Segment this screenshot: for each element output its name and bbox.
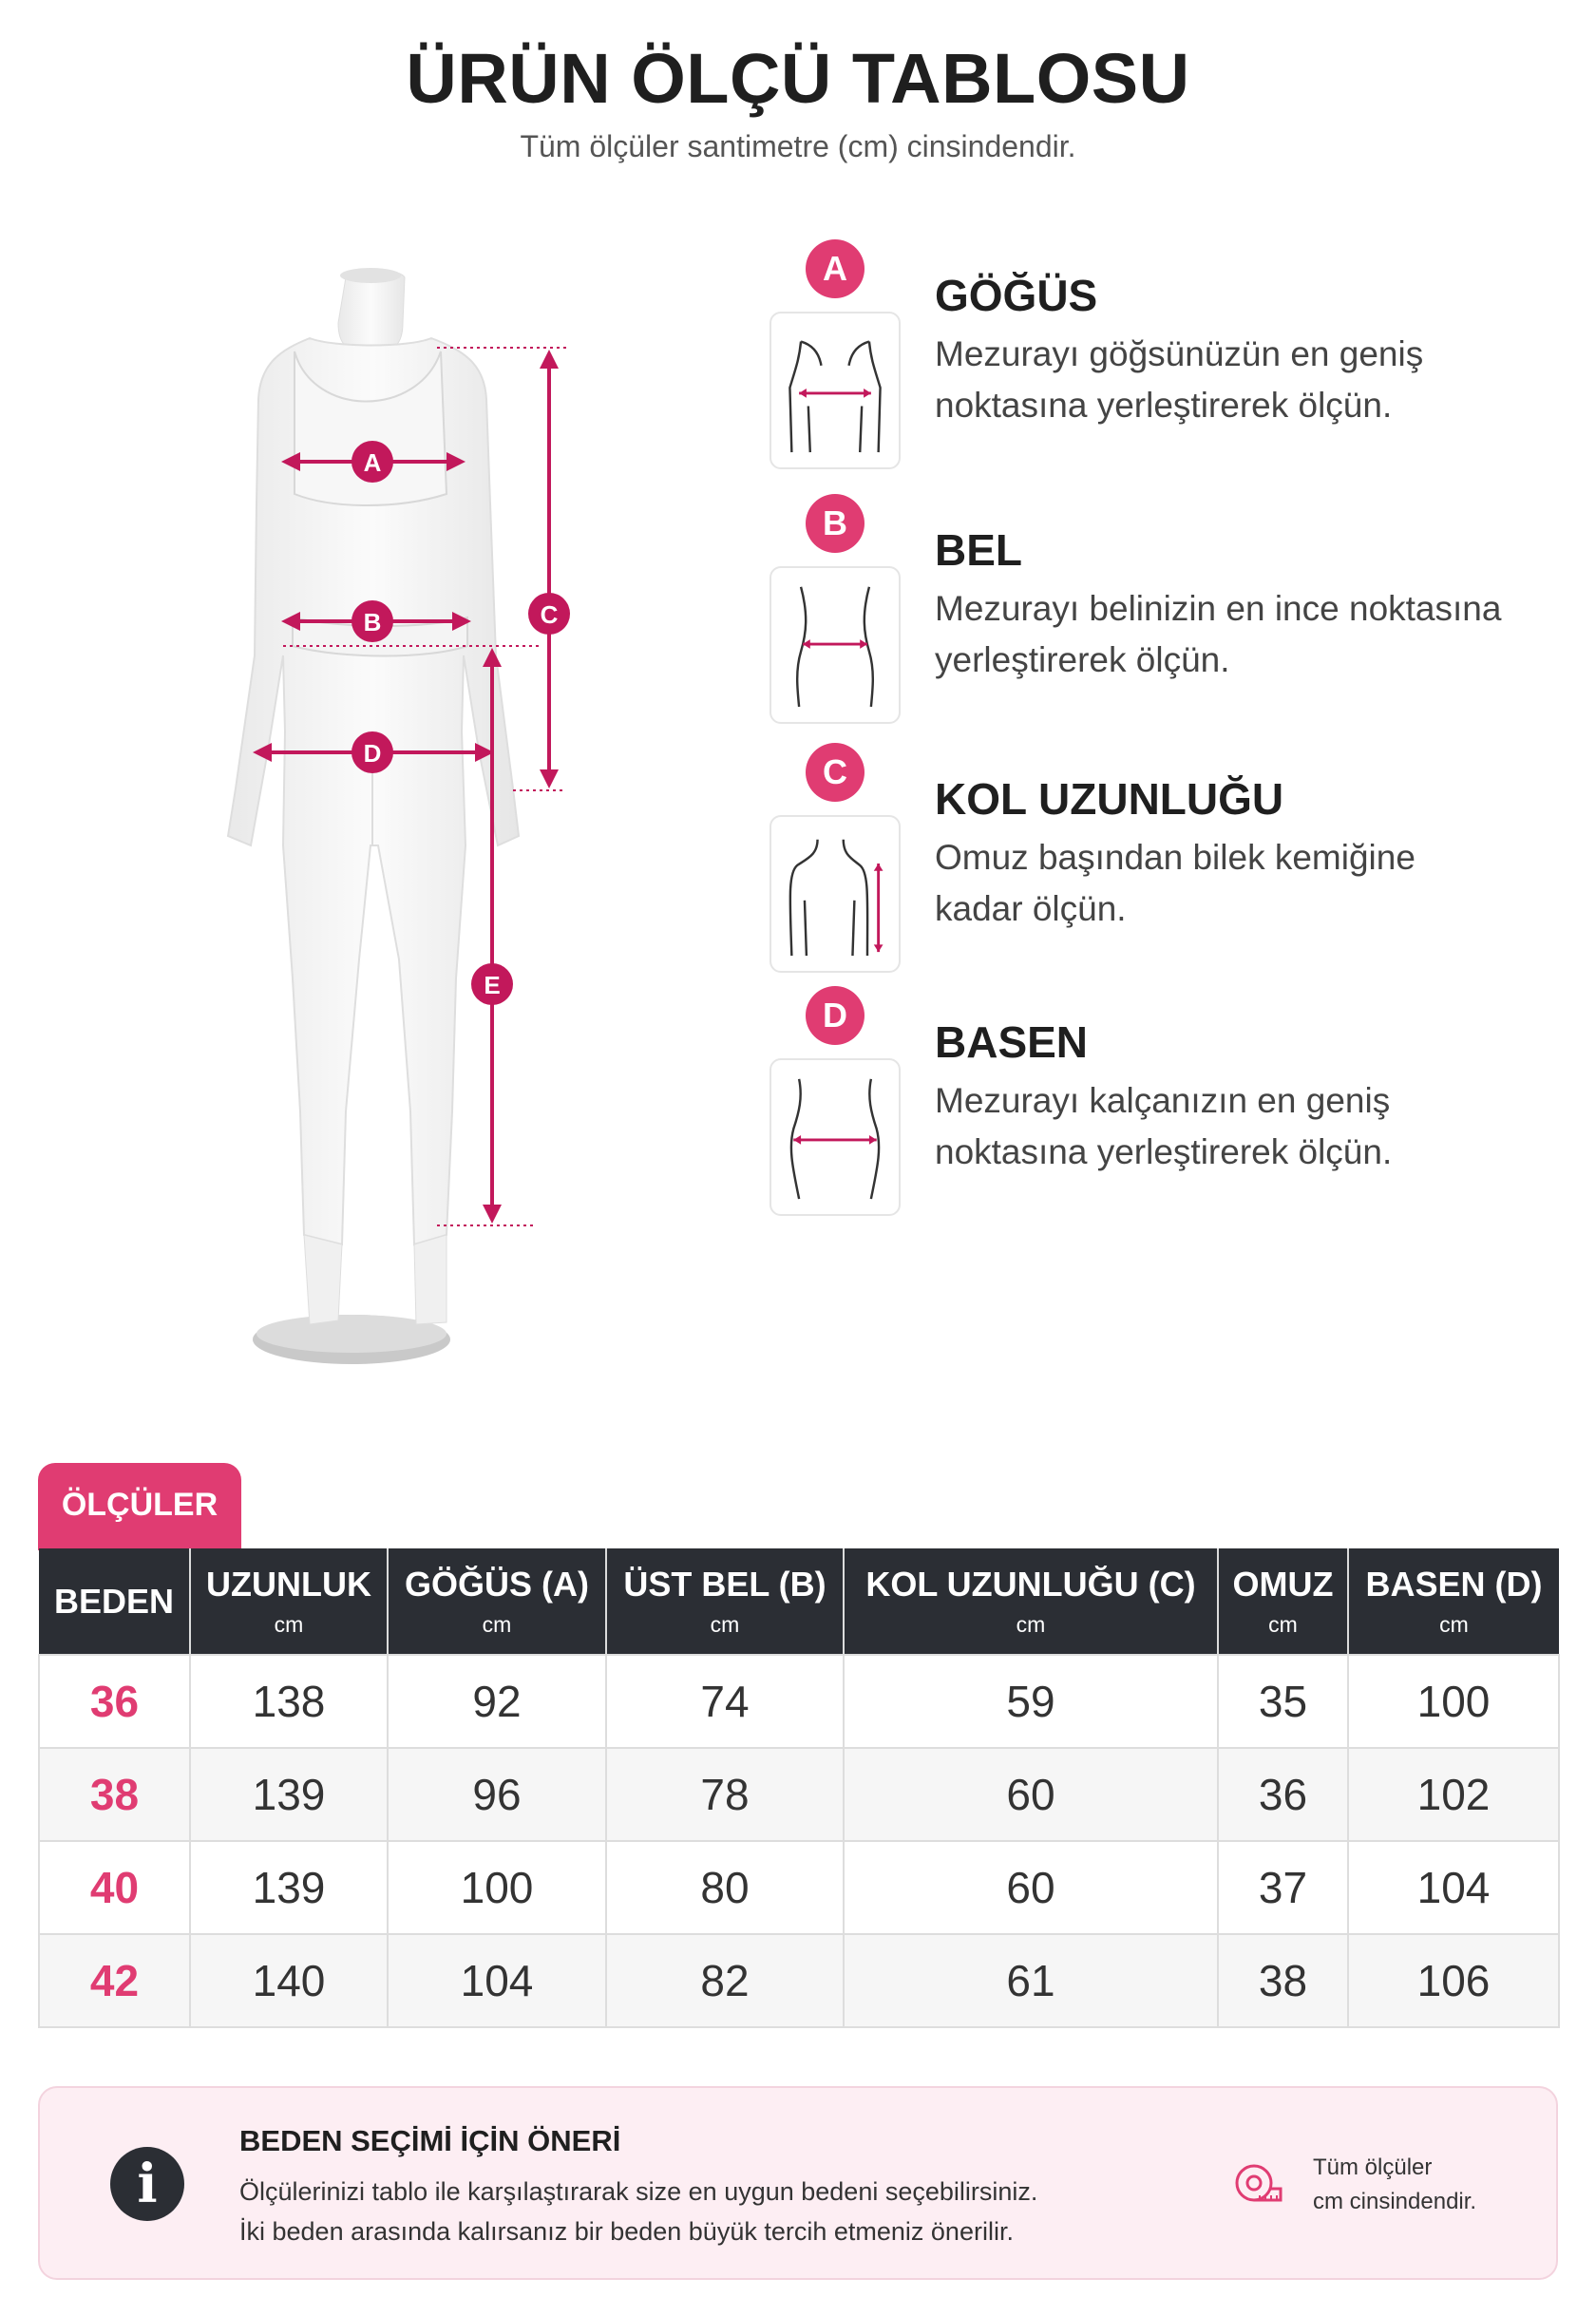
recommendation-title: BEDEN SEÇİMİ İÇİN ÖNERİ — [239, 2124, 621, 2157]
table-cell: 82 — [606, 1934, 844, 2027]
measure-desc-arm-length: Omuz başından bilek kemiğine kadar ölçün. — [935, 838, 1416, 928]
measuring-tape-icon — [1231, 2160, 1284, 2213]
badge-a: A — [806, 239, 864, 298]
arm-length-guide-icon — [770, 815, 901, 973]
table-header-row — [39, 1548, 1559, 1655]
measure-item-chest — [768, 239, 1575, 467]
size-table — [38, 1548, 1560, 2028]
badge-d: D — [806, 986, 864, 1045]
info-icon: i — [110, 2147, 184, 2221]
measure-desc-waist: Mezurayı belinizin en ince noktasına yerleştirerek ölçün. — [935, 589, 1502, 679]
table-cell: 138 — [190, 1655, 388, 1748]
table-cell: 37 — [1218, 1841, 1348, 1934]
chest-guide-icon — [770, 312, 901, 469]
measure-item-waist — [768, 494, 1575, 722]
size-cell: 40 — [39, 1841, 190, 1934]
table-row — [39, 1655, 1559, 1748]
recommendation-side-text: Tüm ölçüler cm cinsindendir. — [1313, 2155, 1477, 2214]
table-cell: 35 — [1218, 1655, 1348, 1748]
table-cell: 106 — [1348, 1934, 1559, 2027]
table-cell: 61 — [844, 1934, 1218, 2027]
marker-e-label: E — [484, 971, 501, 999]
measure-item-arm-length — [768, 743, 1575, 971]
table-cell: 36 — [1218, 1748, 1348, 1841]
column-header-length: UZUNLUK cm — [190, 1548, 388, 1655]
table-row — [39, 1841, 1559, 1934]
table-row — [39, 1934, 1559, 2027]
column-header-chest: GÖĞÜS (A) cm — [388, 1548, 606, 1655]
table-cell: 139 — [190, 1748, 388, 1841]
table-cell: 140 — [190, 1934, 388, 2027]
measure-title-hip: BASEN — [935, 1017, 1089, 1067]
table-cell: 59 — [844, 1655, 1218, 1748]
table-cell: 100 — [1348, 1655, 1559, 1748]
table-cell: 60 — [844, 1841, 1218, 1934]
column-header-shoulder: OMUZ cm — [1218, 1548, 1348, 1655]
marker-d-label: D — [363, 739, 382, 768]
table-cell: 102 — [1348, 1748, 1559, 1841]
marker-a-label: A — [363, 448, 382, 477]
marker-b-label: B — [363, 608, 382, 636]
table-cell: 38 — [1218, 1934, 1348, 2027]
table-cell: 80 — [606, 1841, 844, 1934]
table-cell: 60 — [844, 1748, 1218, 1841]
measure-title-waist: BEL — [935, 525, 1022, 575]
size-recommendation-box — [38, 2086, 1558, 2280]
measure-desc-chest: Mezurayı göğsünüzün en geniş noktasına yerleştirerek ölçün. — [935, 334, 1424, 425]
marker-c-label: C — [540, 600, 559, 629]
badge-c: C — [806, 743, 864, 802]
size-cell: 38 — [39, 1748, 190, 1841]
recommendation-text: Ölçülerinizi tablo ile karşılaştırarak size en uygun bedeni seçebilirsiniz. İki beden arasında kalırsanız bir beden büyük tercih etmeniz önerilir. — [239, 2177, 1038, 2246]
table-cell: 96 — [388, 1748, 606, 1841]
measurements-tab: ÖLÇÜLER — [38, 1463, 241, 1550]
measure-item-hip — [768, 986, 1575, 1214]
table-cell: 139 — [190, 1841, 388, 1934]
table-cell: 104 — [388, 1934, 606, 2027]
table-cell: 104 — [1348, 1841, 1559, 1934]
page-title: ÜRÜN ÖLÇÜ TABLOSU — [406, 39, 1190, 118]
measure-desc-hip: Mezurayı kalçanızın en geniş noktasına yerleştirerek ölçün. — [935, 1081, 1393, 1171]
measure-title-arm-length: KOL UZUNLUĞU — [935, 774, 1284, 824]
table-row — [39, 1748, 1559, 1841]
column-header-waist: ÜST BEL (B) cm — [606, 1548, 844, 1655]
waist-guide-icon — [770, 566, 901, 724]
size-cell: 36 — [39, 1655, 190, 1748]
table-cell: 92 — [388, 1655, 606, 1748]
size-cell: 42 — [39, 1934, 190, 2027]
column-header-hip: BASEN (D) cm — [1348, 1548, 1559, 1655]
page-subtitle: Tüm ölçüler santimetre (cm) cinsindendir. — [520, 129, 1076, 163]
table-cell: 100 — [388, 1841, 606, 1934]
hip-guide-icon — [770, 1058, 901, 1216]
mannequin-illustration — [114, 256, 646, 1387]
column-header-arm-length: KOL UZUNLUĞU (C) cm — [844, 1548, 1218, 1655]
badge-b: B — [806, 494, 864, 553]
column-header-size: BEDEN — [39, 1548, 190, 1655]
table-cell: 78 — [606, 1748, 844, 1841]
measure-title-chest: GÖĞÜS — [935, 271, 1098, 320]
table-cell: 74 — [606, 1655, 844, 1748]
